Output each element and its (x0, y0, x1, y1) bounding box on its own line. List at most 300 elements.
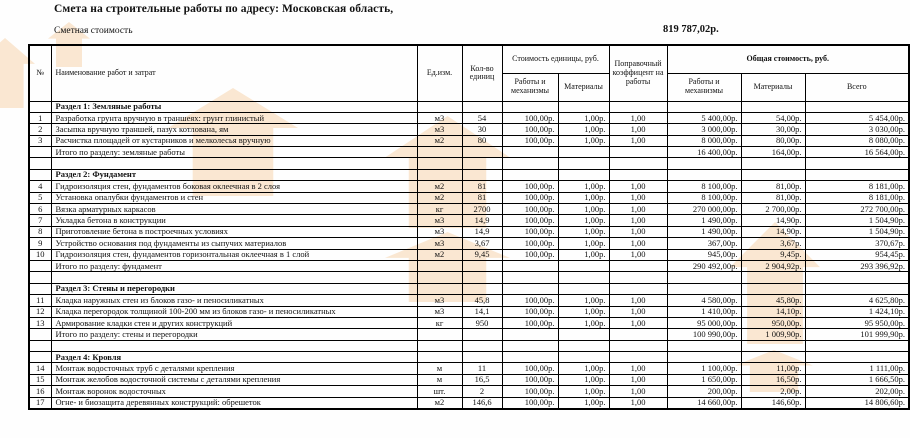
cell-unit_work: 100,00р. (502, 397, 558, 408)
header-total-cost: Общая стоимость, руб. (667, 45, 909, 73)
cell-unit_mat (558, 272, 609, 283)
cell-unit: шт. (417, 386, 462, 397)
cell-total_work: 16 400,00р. (667, 147, 741, 158)
cell-total: 95 950,00р. (805, 317, 909, 328)
cell-unit_mat: 1,00р. (558, 135, 609, 146)
cell-name: Вязка арматурных каркасов (51, 204, 417, 215)
cell-name: Раздел 2: Фундамент (51, 169, 417, 180)
cell-total_work: 290 492,00р. (667, 260, 741, 271)
cell-unit_work (502, 329, 558, 340)
cell-total_mat: 54,00р. (741, 112, 805, 123)
cell-unit_work (502, 272, 558, 283)
spacer-row (29, 158, 909, 169)
header-coef: Поправочный коэффицент на работы (609, 45, 667, 101)
cell-qty: 81 (462, 192, 502, 203)
cell-total: 272 700,00р. (805, 204, 909, 215)
cell-unit_work: 100,00р. (502, 204, 558, 215)
cell-name: Огне- и биозащита деревянных конструкций: обрешеток (51, 397, 417, 408)
cell-num: 13 (29, 317, 51, 328)
cell-unit_mat: 1,00р. (558, 238, 609, 249)
item-row (29, 215, 909, 226)
table-header (29, 45, 909, 101)
cell-unit (417, 329, 462, 340)
estimate-table-body (29, 101, 909, 409)
cell-qty: 30 (462, 124, 502, 135)
cell-num: 11 (29, 295, 51, 306)
cell-unit_work: 100,00р. (502, 215, 558, 226)
cell-coef (609, 283, 667, 294)
item-row (29, 192, 909, 203)
cell-coef: 1,00 (609, 363, 667, 374)
cell-num: 15 (29, 374, 51, 385)
cell-name: Раздел 3: Стены и перегородки (51, 283, 417, 294)
cell-total_mat: 1 009,90р. (741, 329, 805, 340)
cell-qty (462, 283, 502, 294)
cell-qty: 3,67 (462, 238, 502, 249)
cell-name: Приготовление бетона в построечных условиях (51, 226, 417, 237)
cell-unit_mat: 1,00р. (558, 397, 609, 408)
cell-unit_mat: 1,00р. (558, 249, 609, 260)
cell-total: 202,00р. (805, 386, 909, 397)
cell-unit_mat: 1,00р. (558, 215, 609, 226)
cell-total: 16 564,00р. (805, 147, 909, 158)
cell-name: Итого по разделу: стены и перегородки (51, 329, 417, 340)
cell-unit_mat: 1,00р. (558, 192, 609, 203)
cell-unit_mat (558, 352, 609, 363)
cell-unit_work: 100,00р. (502, 238, 558, 249)
cell-num: 12 (29, 306, 51, 317)
cell-total_mat: 2,00р. (741, 386, 805, 397)
cell-unit_work (502, 101, 558, 112)
cell-unit_mat: 1,00р. (558, 374, 609, 385)
cell-coef (609, 169, 667, 180)
header-num: № (29, 45, 51, 101)
item-row (29, 363, 909, 374)
cell-unit: кг (417, 317, 462, 328)
cell-name: Монтаж желобов водосточной системы с деталями крепления (51, 374, 417, 385)
cell-num: 10 (29, 249, 51, 260)
cell-name: Итого по разделу: фундамент (51, 260, 417, 271)
cell-total_mat: 81,00р. (741, 192, 805, 203)
header-name: Наименование работ и затрат (51, 45, 417, 101)
cell-total_work: 4 580,00р. (667, 295, 741, 306)
cell-total_mat (741, 169, 805, 180)
header-unit: Ед.изм. (417, 45, 462, 101)
cell-num: 2 (29, 124, 51, 135)
cell-num (29, 283, 51, 294)
item-row (29, 397, 909, 408)
cell-coef: 1,00 (609, 192, 667, 203)
item-row (29, 386, 909, 397)
cell-unit_work (502, 260, 558, 271)
cell-total_mat (741, 352, 805, 363)
cell-total_mat: 146,60р. (741, 397, 805, 408)
item-row (29, 124, 909, 135)
cell-qty: 81 (462, 181, 502, 192)
cell-unit (417, 283, 462, 294)
cell-total_work: 200,00р. (667, 386, 741, 397)
cell-unit: м3 (417, 124, 462, 135)
cell-unit (417, 169, 462, 180)
cell-total (805, 158, 909, 169)
cell-unit_mat: 1,00р. (558, 386, 609, 397)
cell-total_mat: 14,10р. (741, 306, 805, 317)
estimate-table (28, 44, 910, 410)
estimate-cost-label: Сметная стоимость (54, 26, 133, 36)
item-row (29, 306, 909, 317)
item-row (29, 295, 909, 306)
cell-num (29, 169, 51, 180)
cell-coef: 1,00 (609, 397, 667, 408)
cell-num: 1 (29, 112, 51, 123)
cell-unit_mat (558, 340, 609, 351)
cell-unit: м (417, 374, 462, 385)
section-header-row (29, 352, 909, 363)
cell-coef (609, 147, 667, 158)
cell-unit_work (502, 340, 558, 351)
cell-total (805, 283, 909, 294)
cell-name: Итого по разделу: земляные работы (51, 147, 417, 158)
cell-qty: 14,9 (462, 215, 502, 226)
item-row (29, 204, 909, 215)
cell-unit_work (502, 352, 558, 363)
cell-unit: м2 (417, 135, 462, 146)
cell-total_mat: 16,50р. (741, 374, 805, 385)
cell-unit: м2 (417, 192, 462, 203)
cell-unit_work: 100,00р. (502, 317, 558, 328)
cell-total: 954,45р. (805, 249, 909, 260)
cell-unit_mat: 1,00р. (558, 363, 609, 374)
subtotal-row (29, 260, 909, 271)
subtotal-row (29, 329, 909, 340)
cell-qty: 9,45 (462, 249, 502, 260)
cell-total_work: 1 490,00р. (667, 215, 741, 226)
cell-qty: 11 (462, 363, 502, 374)
cell-total_work (667, 158, 741, 169)
cell-total: 5 454,00р. (805, 112, 909, 123)
cell-unit_work (502, 158, 558, 169)
cell-unit_work (502, 169, 558, 180)
cell-unit: кг (417, 204, 462, 215)
cell-name: Разработка грунта вручную в траншеях: грунт глинистый (51, 112, 417, 123)
cell-qty (462, 147, 502, 158)
cell-total_work: 100 990,00р. (667, 329, 741, 340)
cell-total_mat (741, 158, 805, 169)
cell-unit: м3 (417, 295, 462, 306)
cell-name: Засыпка вручную траншей, пазух котлована, ям (51, 124, 417, 135)
cell-name: Кладка наружных стен из блоков газо- и пеносиликатных (51, 295, 417, 306)
cell-unit: м3 (417, 226, 462, 237)
cell-total: 370,67р. (805, 238, 909, 249)
cell-coef: 1,00 (609, 238, 667, 249)
header-unit-work: Работы и механизмы (502, 73, 558, 101)
cell-unit_mat: 1,00р. (558, 306, 609, 317)
cell-total: 1 666,50р. (805, 374, 909, 385)
cell-unit_mat (558, 260, 609, 271)
cell-total_work: 367,00р. (667, 238, 741, 249)
cell-total_work: 1 100,00р. (667, 363, 741, 374)
cell-unit_mat: 1,00р. (558, 124, 609, 135)
item-row (29, 317, 909, 328)
cell-unit_work: 100,00р. (502, 124, 558, 135)
cell-total_work: 5 400,00р. (667, 112, 741, 123)
cell-unit_work: 100,00р. (502, 363, 558, 374)
cell-unit (417, 340, 462, 351)
cell-unit_work (502, 283, 558, 294)
cell-total_mat: 2 904,92р. (741, 260, 805, 271)
cell-total_work: 95 000,00р. (667, 317, 741, 328)
cell-unit_mat: 1,00р. (558, 226, 609, 237)
cell-coef: 1,00 (609, 295, 667, 306)
cell-total_mat: 164,00р. (741, 147, 805, 158)
cell-unit_work: 100,00р. (502, 112, 558, 123)
cell-num: 5 (29, 192, 51, 203)
cell-qty: 14,9 (462, 226, 502, 237)
cell-total_work: 270 000,00р. (667, 204, 741, 215)
cell-unit_mat: 1,00р. (558, 204, 609, 215)
item-row (29, 226, 909, 237)
cell-coef (609, 260, 667, 271)
cell-total (805, 340, 909, 351)
cell-coef: 1,00 (609, 124, 667, 135)
cell-name (51, 272, 417, 283)
cell-total_mat: 45,80р. (741, 295, 805, 306)
cell-unit_work: 100,00р. (502, 386, 558, 397)
cell-name: Монтаж водосточных труб с деталями крепления (51, 363, 417, 374)
header-row-1 (29, 45, 909, 73)
cell-num: 16 (29, 386, 51, 397)
cell-name (51, 158, 417, 169)
cell-coef: 1,00 (609, 374, 667, 385)
cell-coef: 1,00 (609, 204, 667, 215)
cell-total: 8 181,00р. (805, 192, 909, 203)
cell-total_mat (741, 101, 805, 112)
cell-total_work (667, 340, 741, 351)
cell-num: 7 (29, 215, 51, 226)
cell-total: 101 999,90р. (805, 329, 909, 340)
header-unit-cost: Стоимость единицы, руб. (502, 45, 609, 73)
cell-coef: 1,00 (609, 317, 667, 328)
cell-total: 4 625,80р. (805, 295, 909, 306)
cell-total: 1 504,90р. (805, 215, 909, 226)
cell-num (29, 158, 51, 169)
cell-name: Раздел 1: Земляные работы (51, 101, 417, 112)
cell-name: Укладка бетона в конструкции (51, 215, 417, 226)
cell-coef (609, 329, 667, 340)
cell-qty (462, 101, 502, 112)
cell-unit (417, 260, 462, 271)
cell-name: Монтаж воронок водосточных (51, 386, 417, 397)
cell-num: 17 (29, 397, 51, 408)
cell-total_work: 14 660,00р. (667, 397, 741, 408)
cell-name: Кладка перегородок толщиной 100-200 мм из блоков газо- и пеносиликатных (51, 306, 417, 317)
header-total-all: Всего (805, 73, 909, 101)
cell-num (29, 272, 51, 283)
cell-coef: 1,00 (609, 135, 667, 146)
cell-qty (462, 169, 502, 180)
cell-unit: м3 (417, 306, 462, 317)
header-total-work: Работы и механизмы (667, 73, 741, 101)
cell-num (29, 147, 51, 158)
cell-qty: 14,1 (462, 306, 502, 317)
cell-qty: 146,6 (462, 397, 502, 408)
cell-unit (417, 101, 462, 112)
cell-total_mat: 14,90р. (741, 226, 805, 237)
cell-qty: 80 (462, 135, 502, 146)
cell-unit_mat: 1,00р. (558, 112, 609, 123)
cell-total_mat: 2 700,00р. (741, 204, 805, 215)
cell-unit: м2 (417, 181, 462, 192)
section-header-row (29, 169, 909, 180)
cell-num (29, 340, 51, 351)
cell-total_work: 945,00р. (667, 249, 741, 260)
cell-coef: 1,00 (609, 181, 667, 192)
cell-qty: 2700 (462, 204, 502, 215)
cell-total_work: 8 000,00р. (667, 135, 741, 146)
cell-qty: 2 (462, 386, 502, 397)
cell-num (29, 329, 51, 340)
cell-num: 3 (29, 135, 51, 146)
cell-total_mat: 9,45р. (741, 249, 805, 260)
cell-unit_work (502, 147, 558, 158)
item-row (29, 135, 909, 146)
cell-unit_mat: 1,00р. (558, 317, 609, 328)
cell-total_mat (741, 340, 805, 351)
spacer-row (29, 340, 909, 351)
cell-total_work (667, 101, 741, 112)
cell-qty (462, 272, 502, 283)
cell-name: Расчистка площадей от кустарников и мелколесья вручную (51, 135, 417, 146)
cell-num: 6 (29, 204, 51, 215)
cell-qty (462, 340, 502, 351)
estimate-total-amount: 819 787,02р. (663, 24, 719, 35)
cell-name (51, 340, 417, 351)
cell-unit_mat (558, 158, 609, 169)
cell-name: Установка опалубки фундаментов и стен (51, 192, 417, 203)
cell-qty: 950 (462, 317, 502, 328)
cell-coef: 1,00 (609, 306, 667, 317)
cell-total (805, 101, 909, 112)
cell-total_mat: 30,00р. (741, 124, 805, 135)
cell-coef (609, 352, 667, 363)
cell-unit: м3 (417, 238, 462, 249)
cell-unit_work: 100,00р. (502, 192, 558, 203)
cell-unit: м3 (417, 112, 462, 123)
cell-total_mat: 11,00р. (741, 363, 805, 374)
cell-qty (462, 329, 502, 340)
cell-total: 293 396,92р. (805, 260, 909, 271)
cell-num: 8 (29, 226, 51, 237)
cell-name: Гидроизоляция стен, фундаментов горизонтальная оклеечная в 1 слой (51, 249, 417, 260)
cell-coef (609, 101, 667, 112)
cell-num: 9 (29, 238, 51, 249)
cell-total: 8 181,00р. (805, 181, 909, 192)
cell-unit (417, 352, 462, 363)
cell-name: Раздел 4: Кровля (51, 352, 417, 363)
cell-total (805, 272, 909, 283)
cell-num (29, 260, 51, 271)
cell-unit_work: 100,00р. (502, 181, 558, 192)
document-title: Смета на строительные работы по адресу: Московская область, (54, 3, 394, 15)
cell-total: 1 111,00р. (805, 363, 909, 374)
cell-qty: 54 (462, 112, 502, 123)
cell-unit_mat (558, 147, 609, 158)
cell-total (805, 169, 909, 180)
cell-total_mat: 950,00р. (741, 317, 805, 328)
cell-unit_mat (558, 169, 609, 180)
cell-total: 14 806,60р. (805, 397, 909, 408)
cell-total_work: 8 100,00р. (667, 192, 741, 203)
header-unit-materials: Материалы (558, 73, 609, 101)
spacer-row (29, 272, 909, 283)
cell-total_mat (741, 272, 805, 283)
item-row (29, 249, 909, 260)
cell-unit_work: 100,00р. (502, 226, 558, 237)
cell-qty (462, 158, 502, 169)
cell-total_work: 1 490,00р. (667, 226, 741, 237)
cell-total_work (667, 283, 741, 294)
cell-num (29, 352, 51, 363)
cell-total: 1 504,90р. (805, 226, 909, 237)
cell-coef: 1,00 (609, 226, 667, 237)
cell-num (29, 101, 51, 112)
cell-total (805, 352, 909, 363)
cell-unit_mat: 1,00р. (558, 295, 609, 306)
section-header-row (29, 101, 909, 112)
cell-coef (609, 272, 667, 283)
cell-unit_work: 100,00р. (502, 306, 558, 317)
cell-coef: 1,00 (609, 215, 667, 226)
item-row (29, 181, 909, 192)
cell-total_mat: 80,00р. (741, 135, 805, 146)
cell-name: Устройство основания под фундаменты из сыпучих материалов (51, 238, 417, 249)
cell-name: Гидроизоляция стен, фундаментов боковая оклеечная в 2 слоя (51, 181, 417, 192)
cell-qty (462, 352, 502, 363)
cell-num: 14 (29, 363, 51, 374)
cell-unit_mat (558, 101, 609, 112)
cell-qty (462, 260, 502, 271)
cell-qty: 45,8 (462, 295, 502, 306)
header-total-materials: Материалы (741, 73, 805, 101)
cell-total_work (667, 169, 741, 180)
cell-unit: м2 (417, 249, 462, 260)
cell-num: 4 (29, 181, 51, 192)
cell-total: 3 030,00р. (805, 124, 909, 135)
cell-unit_work: 100,00р. (502, 249, 558, 260)
cell-total_mat: 14,90р. (741, 215, 805, 226)
cell-total_work: 8 100,00р. (667, 181, 741, 192)
header-qty: Кол-во единиц (462, 45, 502, 101)
cell-total_work: 1 650,00р. (667, 374, 741, 385)
subtotal-row (29, 147, 909, 158)
cell-total_work (667, 352, 741, 363)
cell-total: 1 424,10р. (805, 306, 909, 317)
cell-total_work: 3 000,00р. (667, 124, 741, 135)
cell-unit_mat (558, 283, 609, 294)
item-row (29, 238, 909, 249)
cell-coef (609, 158, 667, 169)
item-row (29, 112, 909, 123)
item-row (29, 374, 909, 385)
cell-unit (417, 158, 462, 169)
cell-unit_mat: 1,00р. (558, 181, 609, 192)
cell-total_mat (741, 283, 805, 294)
cell-coef: 1,00 (609, 386, 667, 397)
cell-total_work (667, 272, 741, 283)
cell-unit_work: 100,00р. (502, 135, 558, 146)
cell-coef: 1,00 (609, 249, 667, 260)
cell-unit: м (417, 363, 462, 374)
